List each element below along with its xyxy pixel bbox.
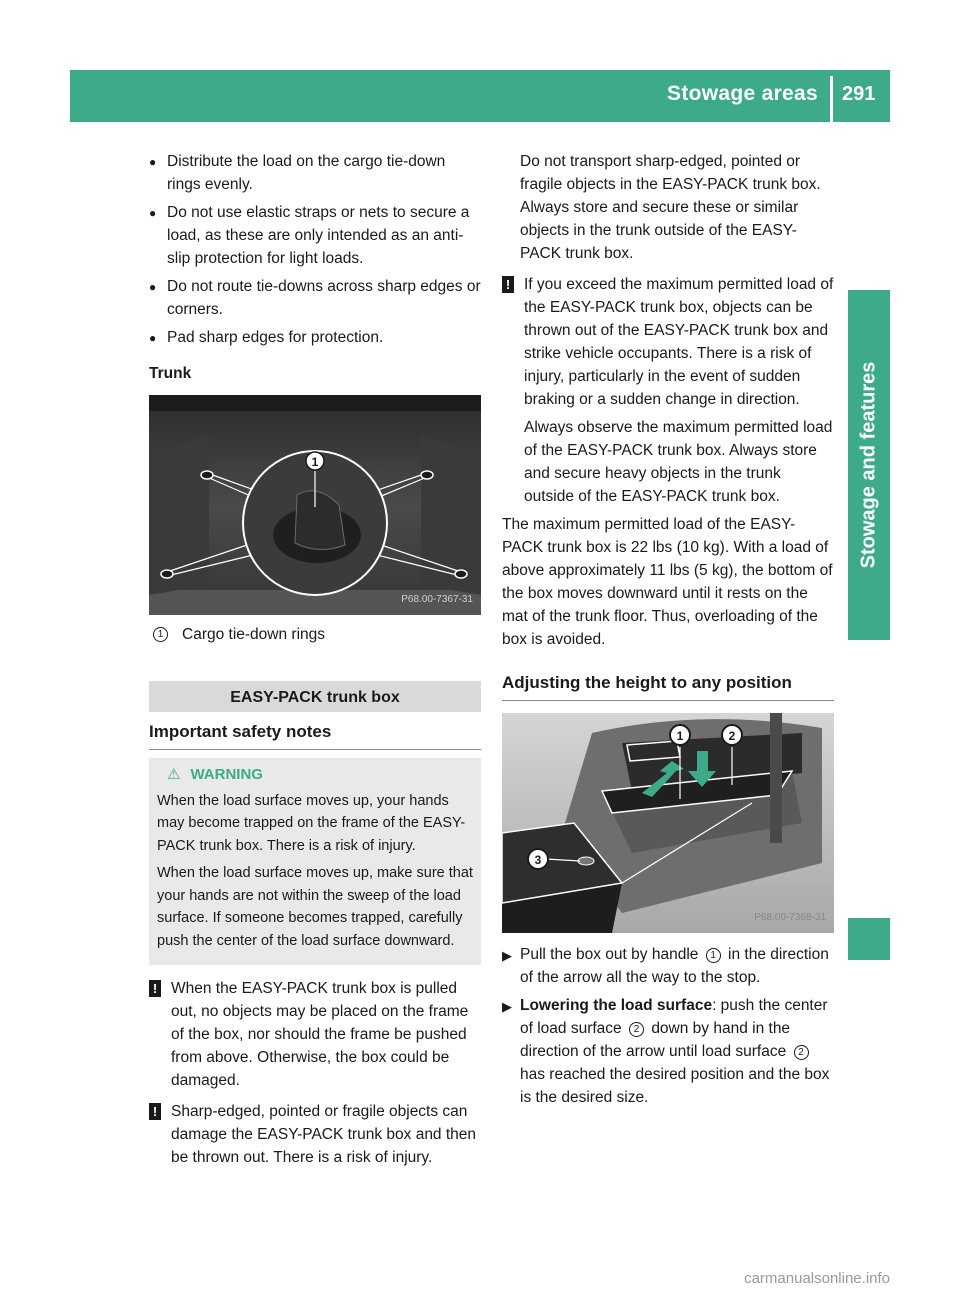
exclamation-icon: ! <box>149 1103 161 1120</box>
warning-triangle-icon: ⚠ <box>167 766 181 783</box>
page-number: 291 <box>842 83 876 105</box>
figure-marker: 3 <box>534 853 542 867</box>
figure-marker: 1 <box>676 729 684 743</box>
svg-text:1: 1 <box>311 455 319 469</box>
exclamation-icon: ! <box>502 276 514 293</box>
callout-marker: 2 <box>794 1045 809 1060</box>
warning-title-row <box>157 764 473 787</box>
figure-code: P68.00-7368-31 <box>754 912 826 923</box>
header-bar <box>70 70 890 122</box>
header-title: Stowage areas <box>667 82 818 105</box>
instruction-step: ▶ Pull the box out by handle 1 in the direction of the arrow all the way to the stop. <box>502 943 834 989</box>
callout-marker: 2 <box>629 1022 644 1037</box>
left-column <box>149 150 481 1174</box>
trunk-illustration <box>149 395 481 615</box>
exclamation-icon: ! <box>149 980 161 997</box>
warning-text: When the load surface moves up, your hands may become trapped on the frame of the EASY-PACK trunk box. There is a risk of injury. <box>157 792 466 854</box>
max-load-paragraph: The maximum permitted load of the EASY-PACK trunk box is 22 lbs (10 kg). With a load of above approximately 11 lbs (5 kg), the bottom of the box moves downward until it rests on the mat of the trunk floor. Thus, overloading of the box is avoided. <box>502 516 833 648</box>
callout-marker: 1 <box>153 627 168 642</box>
side-tab <box>848 290 890 640</box>
adjust-subheading: Adjusting the height to any position <box>502 663 834 701</box>
instruction-step: ▶ Lowering the load surface: push the center of load surface 2 down by hand in the direction of the arrow until load surface 2 has reached the desired position and the box is the desired size. <box>502 994 834 1109</box>
warning-title: WARNING <box>190 766 263 783</box>
figure-code: P68.00-7367-31 <box>401 594 473 605</box>
bullet-item: ● Pad sharp edges for protection. <box>149 329 384 346</box>
trunk-heading: Trunk <box>149 365 192 382</box>
step-arrow-icon: ▶ <box>502 999 512 1014</box>
figure-marker: 2 <box>728 729 736 743</box>
figure-caption <box>149 623 481 646</box>
bullet-item: ● Do not route tie-downs across sharp edges or corners. <box>149 278 481 318</box>
note-item: ! When the EASY-PACK trunk box is pulled out, no objects may be placed on the frame of the box, nor should the frame be pushed from above. Otherwise, the box could be damaged. <box>149 977 481 1092</box>
note-item: ! If you exceed the maximum permitted load of the EASY-PACK trunk box, objects can be thrown out of the EASY-PACK trunk box and strike vehicle occupants. There is a risk of injury, particularly in the event of sudden braking or a sudden change in direction. Always observe the maximum permitted load of the EASY-PACK trunk box. Always store and secure heavy objects in the trunk outside of the EASY-PACK trunk box. <box>502 273 834 508</box>
bullet-item: ● Distribute the load on the cargo tie-down rings evenly. <box>149 153 446 193</box>
subheading: Important safety notes <box>149 712 481 750</box>
side-marker <box>848 918 890 960</box>
easypack-illustration <box>502 713 834 933</box>
note-continuation: Do not transport sharp-edged, pointed or fragile objects in the EASY-PACK trunk box. Always store and secure these or similar objects in the trunk outside of the EASY-PACK trunk box. <box>520 153 821 262</box>
step-arrow-icon: ▶ <box>502 948 512 963</box>
warning-box <box>149 758 481 965</box>
callout-marker: 1 <box>706 948 721 963</box>
trunk-figure <box>149 395 481 615</box>
right-column <box>502 150 834 1114</box>
bullet-item: ● Do not use elastic straps or nets to secure a load, as these are only intended as an anti-slip protection for light loads. <box>149 204 470 267</box>
section-heading: EASY-PACK trunk box <box>149 681 481 712</box>
caption-text: Cargo tie-down rings <box>182 626 326 643</box>
note-item: ! Sharp-edged, pointed or fragile objects can damage the EASY-PACK trunk box and then be thrown out. There is a risk of injury. <box>149 1100 481 1169</box>
footer-watermark: carmanualsonline.info <box>744 1270 890 1287</box>
warning-text: When the load surface moves up, make sure that your hands are not within the sweep of the load surface. If someone becomes trapped, carefully push the center of the load surface downward. <box>157 865 473 949</box>
side-tab-label: Stowage and features <box>857 361 880 569</box>
header-separator <box>830 76 833 122</box>
easypack-figure <box>502 713 834 933</box>
